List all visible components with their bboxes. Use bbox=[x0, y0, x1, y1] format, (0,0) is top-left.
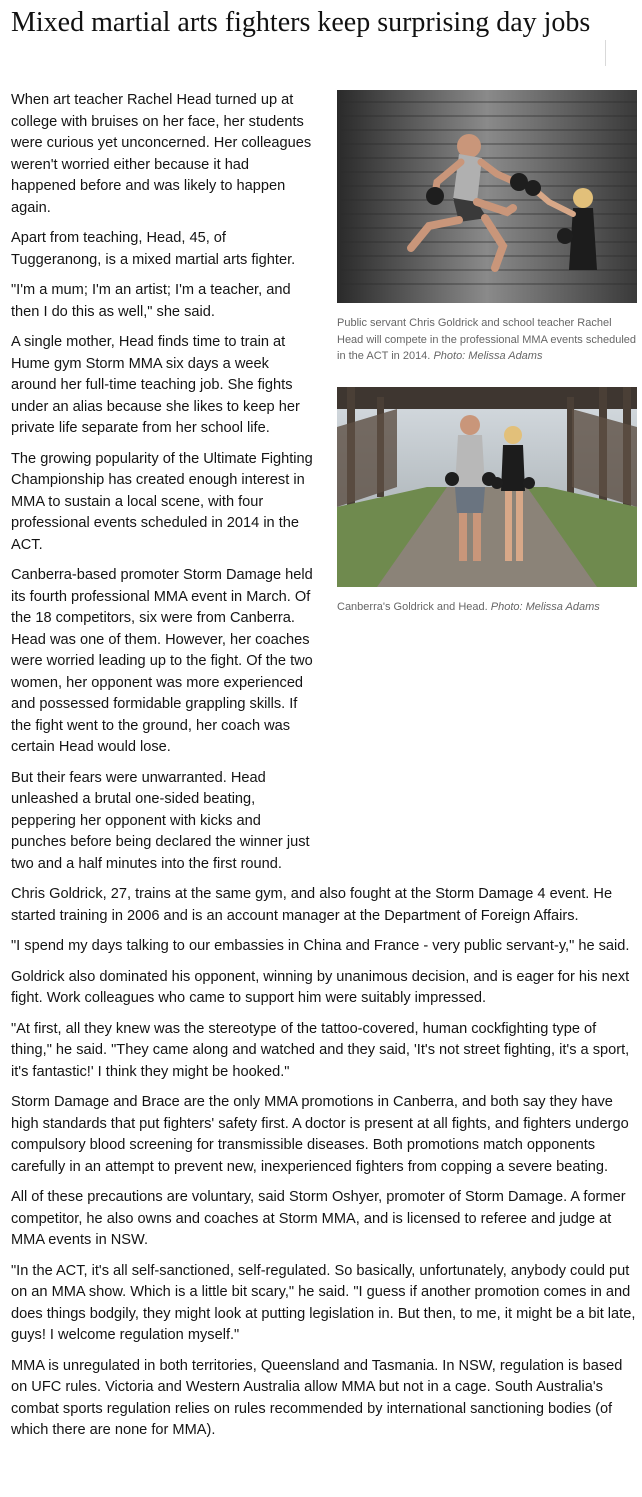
paragraph: All of these precautions are voluntary, said Storm Oshyer, promoter of Storm Damage. A former competitor, he also owns and coaches at Storm MMA, and is licensed to referee and judge at MMA events in NSW. bbox=[11, 1189, 626, 1248]
paragraph: A single mother, Head finds time to train at Hume gym Storm MMA six days a week around her full-time teaching job. She fights under an alias because she likes to keep her private life separate from her school life. bbox=[11, 334, 300, 436]
article-headline: Mixed martial arts fighters keep surprising day jobs bbox=[11, 7, 591, 38]
paragraph: When art teacher Rachel Head turned up at college with bruises on her face, her students were curious yet unconcerned. Her colleagues weren't worried either because it had happened before and was likely to happen again. bbox=[11, 92, 312, 216]
article-body bbox=[11, 90, 637, 1451]
paragraph: The growing popularity of the Ultimate Fighting Championship has created enough interest in MMA to sustain a local scene, with four professional events scheduled in 2014 in the ACT. bbox=[11, 450, 313, 553]
photo-fighters-kick bbox=[337, 90, 637, 303]
paragraph: Canberra-based promoter Storm Damage held its fourth professional MMA event in March. Of the 18 competitors, six were from Canberra. Head was one of them. However, her coaches were worried leading up to the fight. Of the two women, her opponent was more experienced and possessed formidable grappling skills. If the fight went to the ground, her coach was certain Head would lose. bbox=[11, 567, 313, 755]
paragraph: Goldrick also dominated his opponent, winning by unanimous decision, and is eager for his next fight. Work colleagues who came to support him were suitably impressed. bbox=[11, 968, 630, 1006]
paragraph: "At first, all they knew was the stereotype of the tattoo-covered, human cockfighting type of thing," he said. "They came along and watched and they said, 'It's not street fighting, it's a sport, it's fantastic!' I think they might be hooked." bbox=[11, 1020, 630, 1080]
paragraph: "In the ACT, it's all self-sanctioned, self-regulated. So basically, unfortunately, anybody could put on an MMA show. Which is a little bit scary," he said. "I guess if another promotion comes in and does things bodgily, they might look at putting legislation in. But then, to me, it might be a bit late, guys! I welcome regulation myself." bbox=[11, 1262, 636, 1343]
header-divider bbox=[605, 40, 606, 66]
paragraph: "I spend my days talking to our embassies in China and France - very public servant-y," he said. bbox=[11, 938, 630, 954]
paragraph: MMA is unregulated in both territories, Queensland and Tasmania. In NSW, regulation is based on UFC rules. Victoria and Western Australia allow MMA but not in a cage. South Australia's combat sports regulation relies on rules recommended by international sanctioning bodies (of which there are none for MMA). bbox=[11, 1357, 623, 1438]
photo-caption bbox=[337, 599, 637, 616]
caption-text: Public servant Chris Goldrick and school teacher Rachel Head will compete in the professional MMA events scheduled in the ACT in 2014. bbox=[337, 317, 636, 362]
caption-text: Canberra's Goldrick and Head. bbox=[337, 600, 488, 613]
paragraph: "I'm a mum; I'm an artist; I'm a teacher, and then I do this as well," she said. bbox=[11, 282, 291, 320]
photo-column bbox=[337, 90, 637, 615]
photo-fighters-standing bbox=[337, 387, 637, 587]
paragraph: Chris Goldrick, 27, trains at the same gym, and also fought at the Storm Damage 4 event. He started training in 2006 and is an account manager at the Department of Foreign Affairs. bbox=[11, 886, 613, 924]
paragraph: Apart from teaching, Head, 45, of Tuggeranong, is a mixed martial arts fighter. bbox=[11, 230, 296, 268]
photo-credit: Photo: Melissa Adams bbox=[490, 600, 600, 613]
photo-caption bbox=[337, 315, 637, 365]
photo-credit: Photo: Melissa Adams bbox=[433, 350, 543, 362]
paragraph: But their fears were unwarranted. Head unleashed a brutal one-sided beating, peppering her opponent with kicks and punches before being declared the winner just two and a half minutes into the first round. bbox=[11, 769, 310, 872]
paragraph: Storm Damage and Brace are the only MMA promotions in Canberra, and both say they have high standards that put fighters' safety first. A doctor is present at all fights, and fighters undergo compulsory blood screening for transmissible diseases. Both promotions match opponents carefully in an attempt to prevent new, inexperienced fighters from copping a severe beating. bbox=[11, 1094, 629, 1175]
